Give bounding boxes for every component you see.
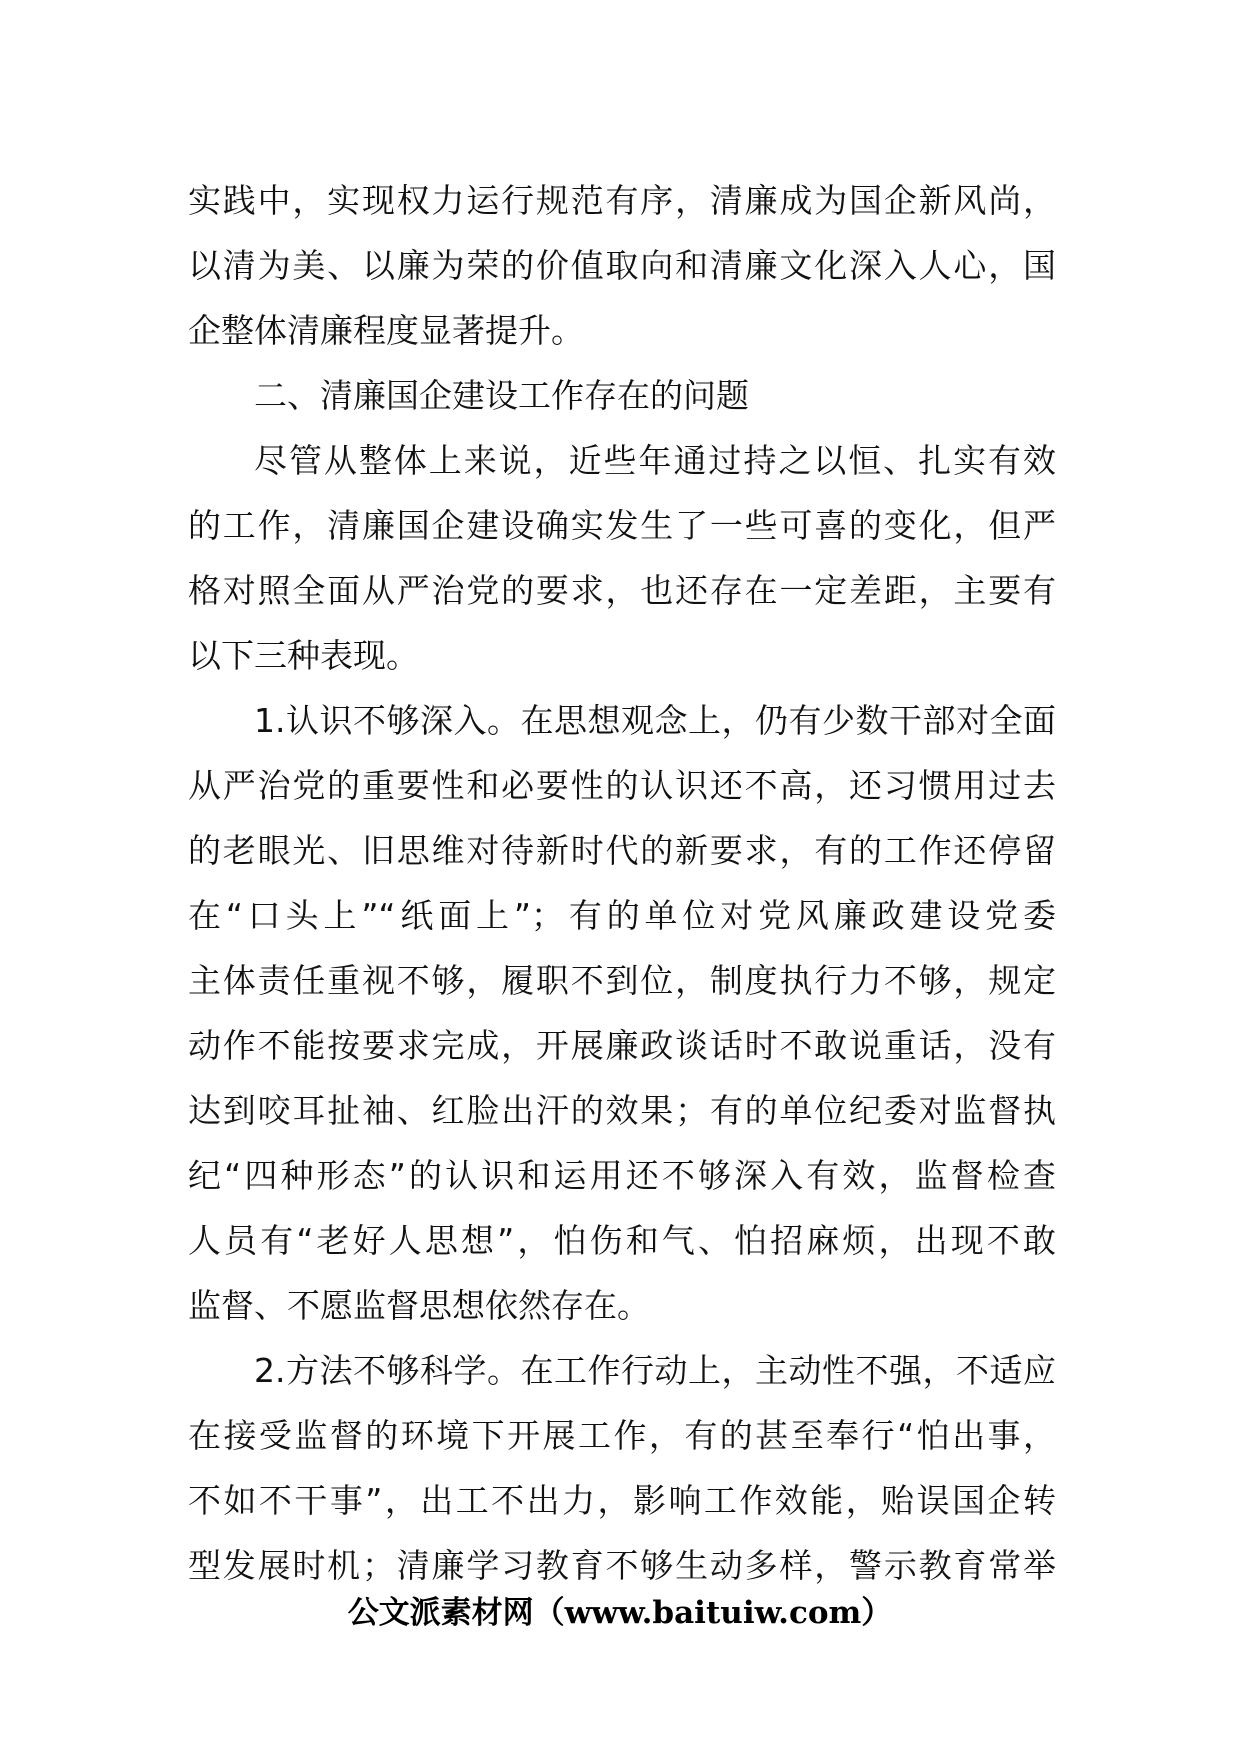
document-body [188,168,1056,1598]
page-footer-watermark: 公文派素材网（www.baituiw.com） [347,1595,893,1631]
text-line: 从严治党的重要性和必要性的认识还不高，还习惯用过去 [188,766,1056,805]
text-line: 以清为美、以廉为荣的价值取向和清廉文化深入人心，国 [188,246,1056,285]
text-line: 的老眼光、旧思维对待新时代的新要求，有的工作还停留 [188,831,1056,870]
text-line: 主体责任重视不够，履职不到位，制度执行力不够，规定 [188,961,1056,1000]
text-line: 在接受监督的环境下开展工作，有的甚至奉行“怕出事， [188,1416,1056,1455]
text-line: 不如不干事”，出工不出力，影响工作效能，贻误国企转 [188,1481,1056,1520]
text-line: 纪“四种形态”的认识和运用还不够深入有效，监督检查 [188,1156,1056,1195]
text-line: 以下三种表现。 [188,636,419,675]
text-line: 动作不能按要求完成，开展廉政谈话时不敢说重话，没有 [188,1026,1056,1065]
text-line: 监督、不愿监督思想依然存在。 [188,1286,650,1325]
text-line: 格对照全面从严治党的要求，也还存在一定差距，主要有 [188,571,1056,610]
text-line: 尽管从整体上来说，近些年通过持之以恒、扎实有效 [254,441,1056,480]
text-line: 1.认识不够深入。在思想观念上，仍有少数干部对全面 [254,701,1056,740]
text-line: 2.方法不够科学。在工作行动上，主动性不强，不适应 [254,1351,1056,1390]
text-line: 达到咬耳扯袖、红脸出汗的效果；有的单位纪委对监督执 [188,1091,1056,1130]
text-line: 人员有“老好人思想”，怕伤和气、怕招麻烦，出现不敢 [188,1221,1056,1260]
text-line: 二、清廉国企建设工作存在的问题 [254,376,749,415]
text-line: 实践中，实现权力运行规范有序，清廉成为国企新风尚， [188,181,1056,220]
text-line: 在“口头上”“纸面上”；有的单位对党风廉政建设党委 [188,896,1056,935]
text-line: 的工作，清廉国企建设确实发生了一些可喜的变化，但严 [188,506,1056,545]
text-line: 企整体清廉程度显著提升。 [188,311,584,350]
text-line: 型发展时机；清廉学习教育不够生动多样，警示教育常举 [188,1546,1056,1585]
